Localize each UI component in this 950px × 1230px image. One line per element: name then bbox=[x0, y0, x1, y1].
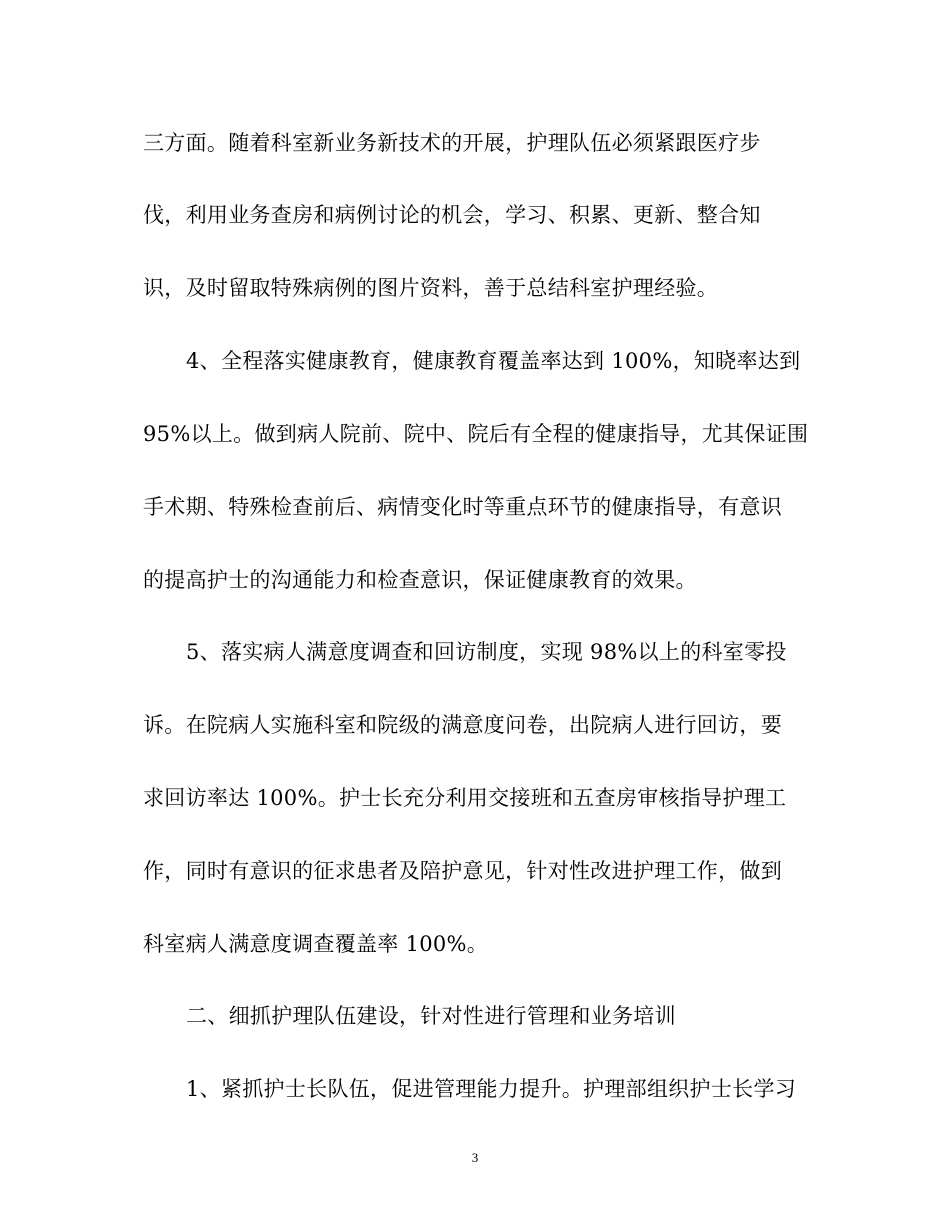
body-text-line: 手术期、特殊检查前后、病情变化时等重点环节的健康指导，有意识 bbox=[143, 495, 782, 519]
body-text-line: 伐，利用业务查房和病例讨论的机会，学习、积累、更新、整合知 bbox=[143, 203, 761, 227]
body-text-line: 95%以上。做到病人院前、院中、院后有全程的健康指导，尤其保证围 bbox=[143, 422, 809, 446]
body-text-line: 5、落实病人满意度调查和回访制度，实现 98%以上的科室零投 bbox=[186, 640, 787, 664]
body-text-line: 诉。在院病人实施科室和院级的满意度问卷，出院病人进行回访，要 bbox=[143, 713, 782, 737]
body-text-line: 4、全程落实健康教育，健康教育覆盖率达到 100%，知晓率达到 bbox=[186, 349, 801, 373]
body-text-line: 科室病人满意度调查覆盖率 100%。 bbox=[143, 932, 489, 956]
body-text-line: 求回访率达 100%。护士长充分利用交接班和五查房审核指导护理工 bbox=[143, 786, 787, 810]
body-text-line: 识，及时留取特殊病例的图片资料，善于总结科室护理经验。 bbox=[143, 276, 719, 300]
body-text-line: 三方面。随着科室新业务新技术的开展，护理队伍必须紧跟医疗步 bbox=[143, 131, 761, 155]
body-text-line: 的提高护士的沟通能力和检查意识，保证健康教育的效果。 bbox=[143, 568, 697, 592]
body-text-line: 1、紧抓护士长队伍，促进管理能力提升。护理部组织护士长学习 bbox=[186, 1077, 797, 1101]
section-heading: 二、细抓护理队伍建设，针对性进行管理和业务培训 bbox=[186, 1004, 676, 1028]
body-text-line: 作，同时有意识的征求患者及陪护意见，针对性改进护理工作，做到 bbox=[143, 859, 782, 883]
page-number: 3 bbox=[471, 1150, 479, 1165]
